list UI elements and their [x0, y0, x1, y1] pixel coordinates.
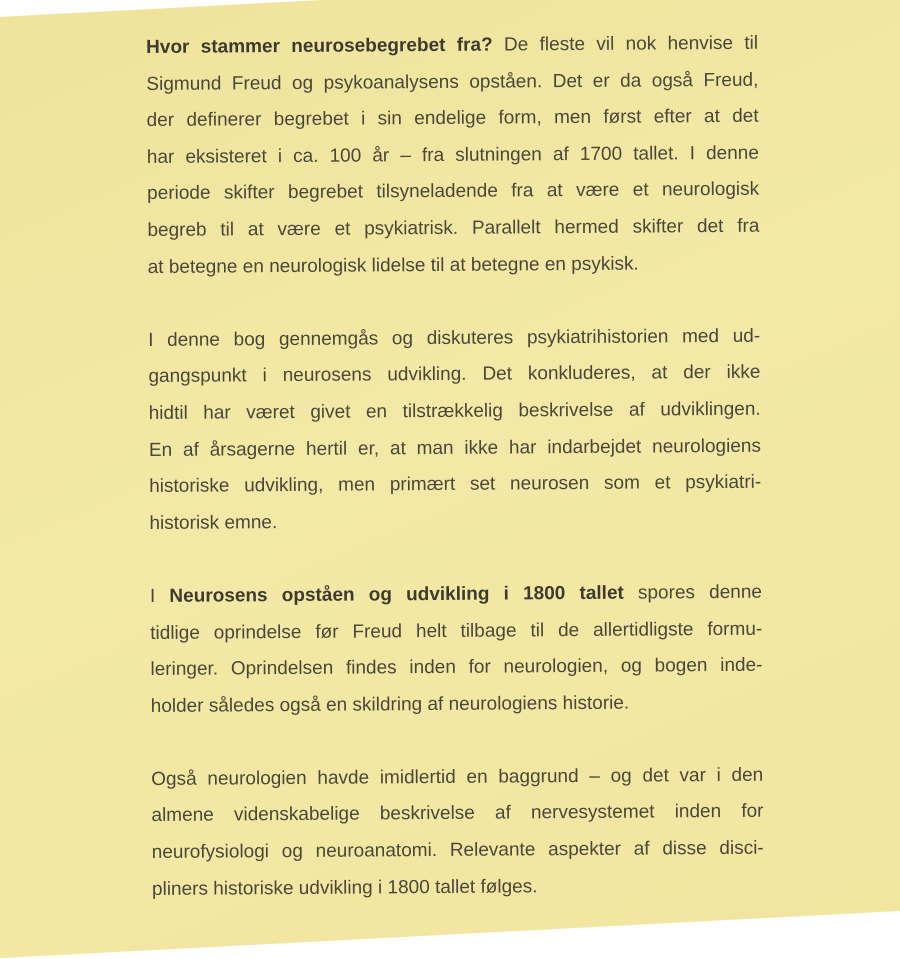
- text-line: tidlige oprindelse før Freud helt tilbage til de allertidligste formu-: [150, 618, 763, 644]
- text-line: En af årsagerne hertil er, at man ikke har indarbejdet neurologiens: [148, 435, 761, 461]
- text-line: leringer. Oprindelsen findes inden for neurologien, og bogen inde-: [150, 654, 763, 681]
- paragraph-4: [151, 758, 764, 909]
- text-line: [146, 26, 758, 67]
- bold-question: Hvor stammer neurosebegrebet fra?: [146, 34, 493, 58]
- text-line: pliners historiske udvikling i 1800 tallet følges.: [151, 875, 538, 900]
- text-line: at betegne en neurologisk lidelse til at betegne en psykisk.: [147, 253, 639, 278]
- paragraph-2: [148, 318, 762, 542]
- text-span: I: [149, 585, 170, 607]
- text-line: I denne bog gennemgås og diskuteres psykiatrihistorien med ud-: [148, 325, 761, 351]
- text-line: historisk emne.: [149, 511, 278, 534]
- text-span: De fleste vil nok henvise til: [492, 32, 759, 56]
- text-line: gangspunkt i neurosens udvikling. Det konkluderes, at der ikke: [148, 362, 761, 388]
- text-line: almene videnskabelige beskrivelse af nervesystemet inden for: [151, 801, 764, 827]
- book-title: Neurosens opståen og udvikling i 1800 tallet: [169, 582, 624, 607]
- text-line: [150, 575, 762, 616]
- paragraph-3: [150, 575, 763, 726]
- paragraph-1: [146, 26, 760, 286]
- text-line: hidtil har været givet en tilstrækkelig beskrivelse af udviklingen.: [148, 398, 761, 424]
- text-line: har eksisteret i ca. 100 år – fra slutningen af 1700 tallet. I denne: [146, 142, 759, 168]
- text-line: neurofysiologi og neuroanatomi. Relevante aspekter af disse disci-: [151, 837, 764, 864]
- text-line: periode skifter begrebet tilsyneladende fra at være et neurologisk: [147, 179, 760, 205]
- text-line: holder således også en skildring af neurologiens historie.: [150, 692, 630, 717]
- text-line: Også neurologien havde imidlertid en baggrund – og det var i den: [151, 764, 764, 790]
- text-line: Sigmund Freud og psykoanalysens opståen. Det er da også Freud,: [146, 69, 759, 95]
- text-line: begreb til at være et psykiatrisk. Parallelt hermed skifter det fra: [147, 215, 760, 241]
- text-line: historiske udvikling, men primært set neurosen som et psykiatri-: [149, 471, 762, 498]
- text-line: der definerer begrebet i sin endelige form, men først efter at det: [146, 105, 759, 132]
- text-span: spores denne: [623, 581, 763, 604]
- blurb-text: [146, 26, 764, 909]
